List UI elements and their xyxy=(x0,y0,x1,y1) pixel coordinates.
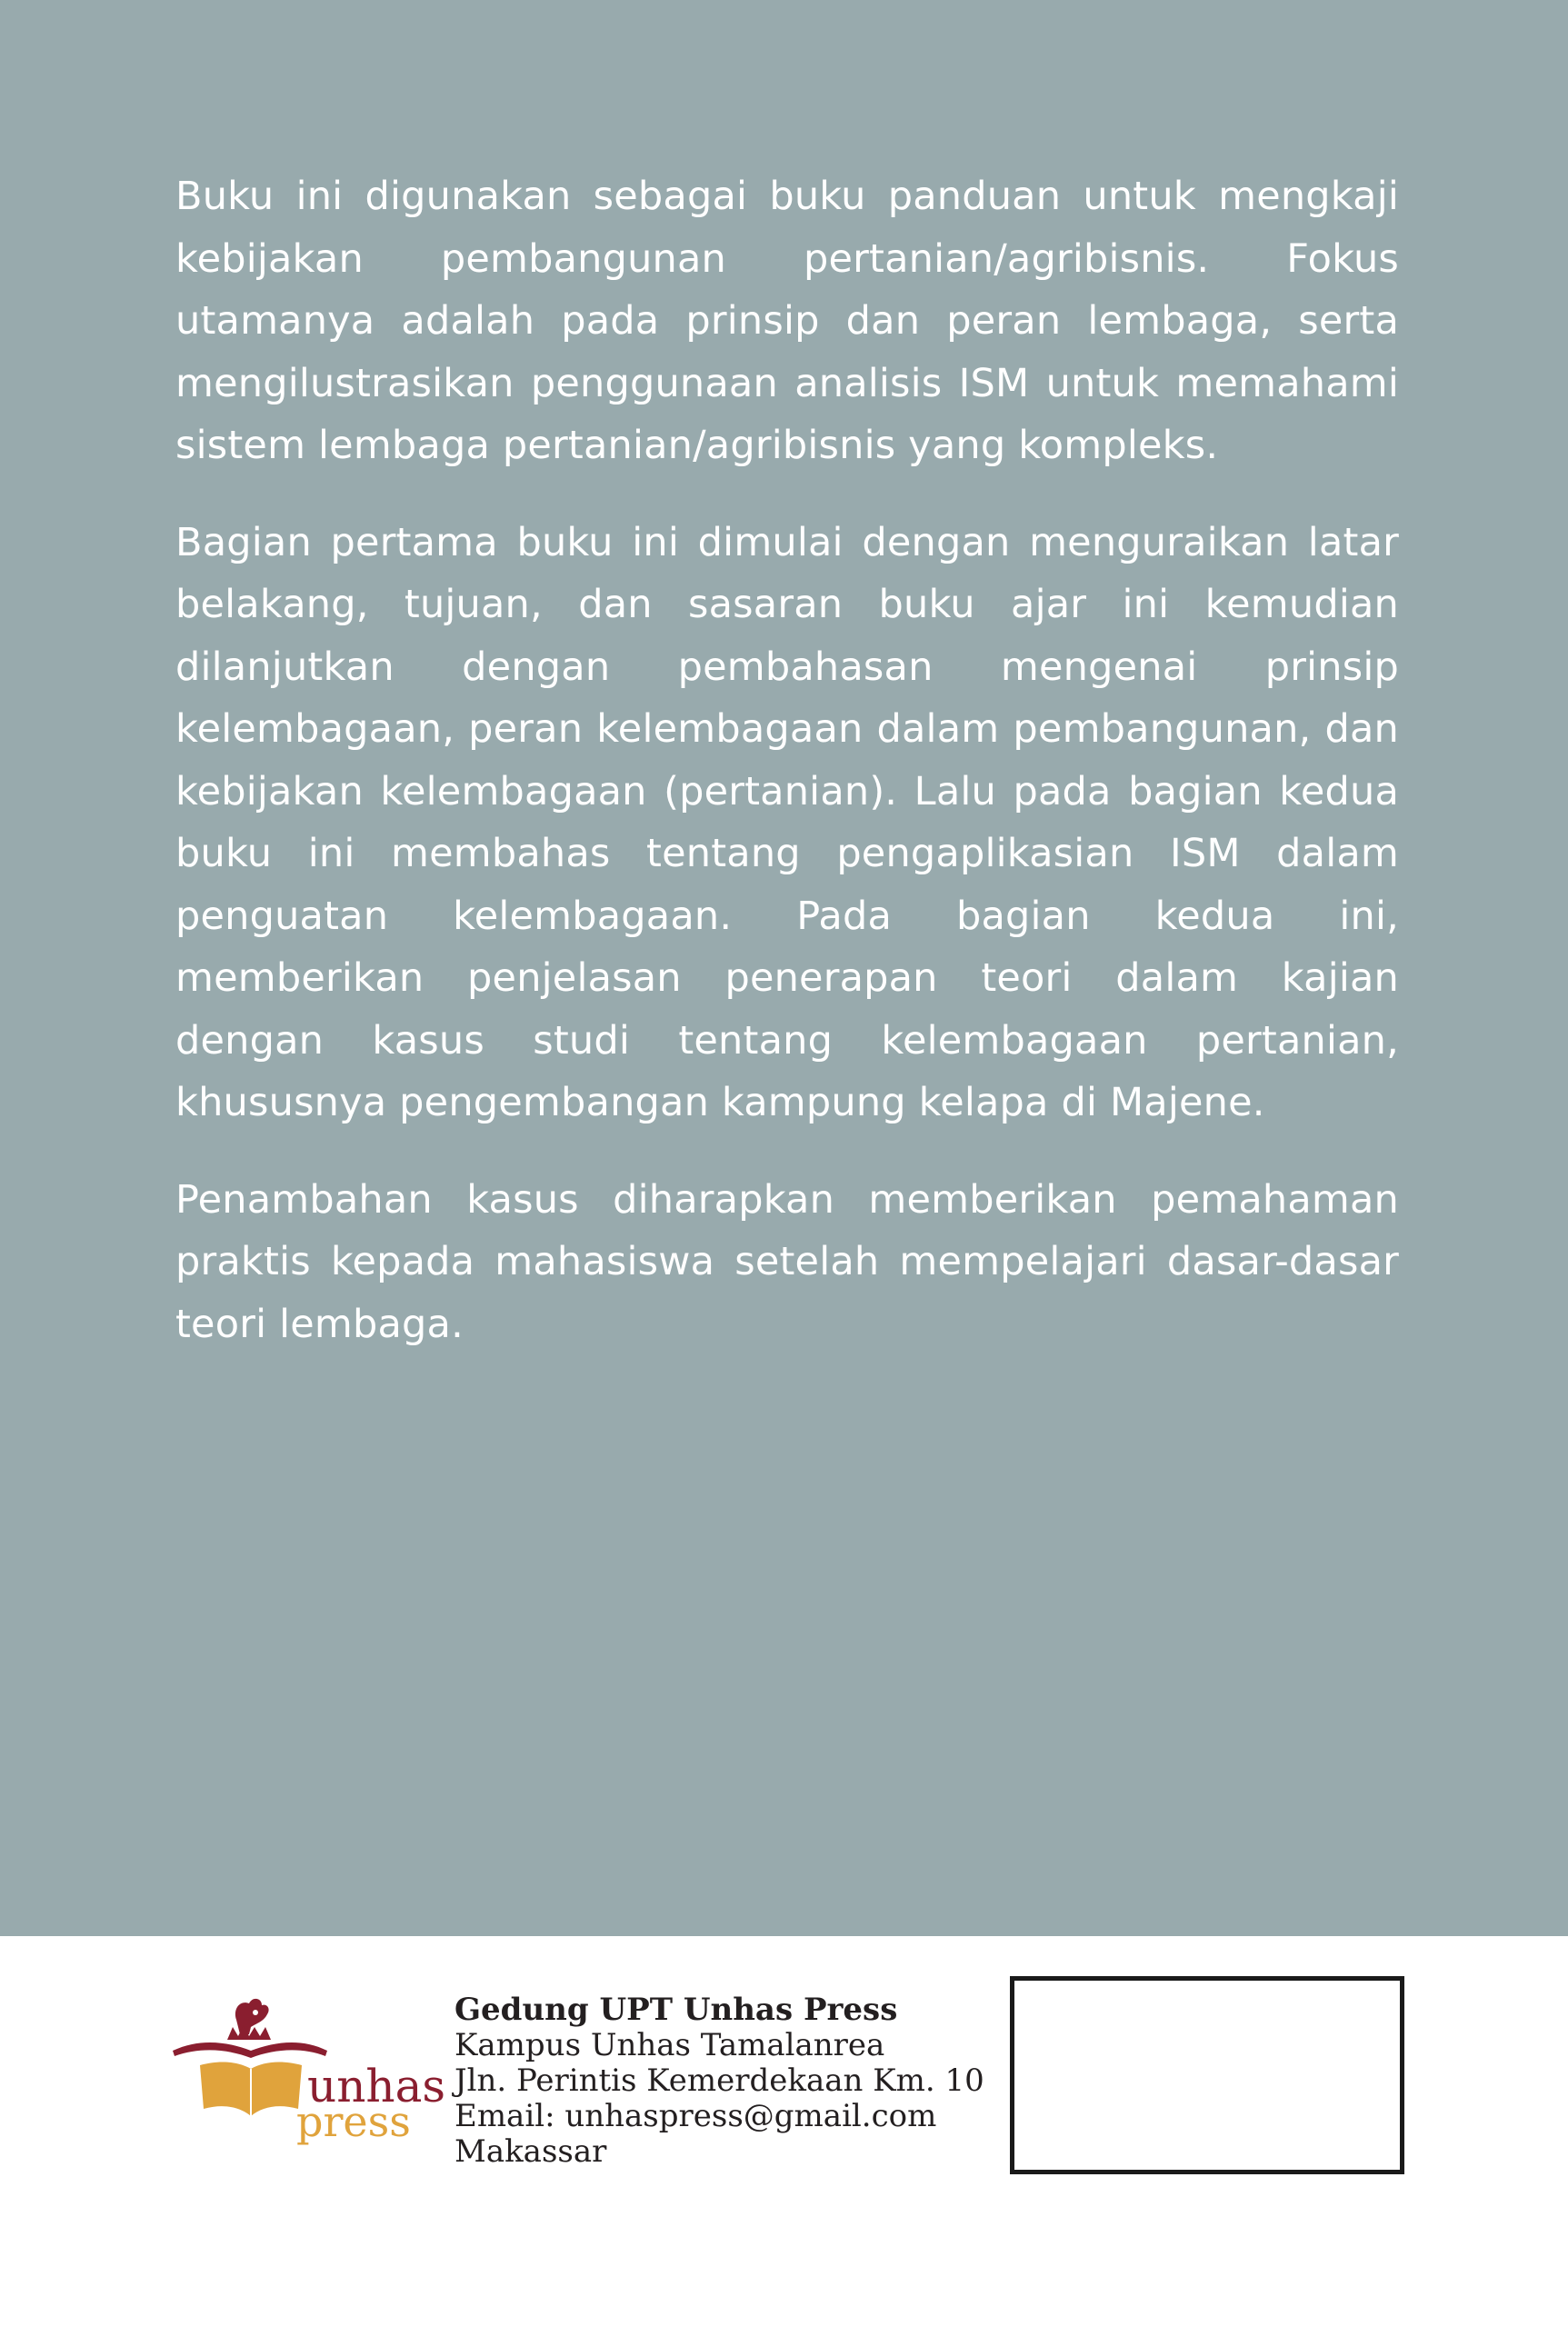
blurb-paragraph-1: Buku ini digunakan sebagai buku panduan untuk mengkaji kebijakan pembangunan pertanian/agribisnis. Fokus utamanya adalah pada prinsip dan peran lembaga, serta mengilustrasikan penggunaan analisis ISM untuk memahami sistem lembaga pertanian/agribisnis yang kompleks. xyxy=(175,174,1399,468)
address-line-city: Makassar xyxy=(454,2133,607,2170)
address-line-email: Email: unhaspress@gmail.com xyxy=(454,2098,937,2134)
publisher-address xyxy=(454,1992,984,2170)
blurb-paragraph-2: Bagian pertama buku ini dimulai dengan menguraikan latar belakang, tujuan, dan sasaran buku ajar ini kemudian dilanjutkan dengan pembahasan mengenai prinsip kelembagaan, peran kelembagaan dalam pembangunan, dan kebijakan kelembagaan (pertanian). Lalu pada bagian kedua buku ini membahas tentang pengaplikasian ISM dalam penguatan kelembagaan. Pada bagian kedua ini, memberikan penjelasan penerapan teori dalam kajian dengan kasus studi tentang kelembagaan pertanian, khususnya pengembangan kampung kelapa di Majene. xyxy=(175,519,1399,1125)
unhas-press-logo-icon xyxy=(173,1991,446,2146)
blurb-text xyxy=(175,165,1399,1390)
address-line-campus: Kampus Unhas Tamalanrea xyxy=(454,2027,885,2063)
logo-wordmark-press: press xyxy=(296,2097,411,2146)
blurb-paragraph-3: Penambahan kasus diharapkan memberikan pemahaman praktis kepada mahasiswa setelah mempelajari dasar-dasar teori lembaga. xyxy=(175,1176,1399,1347)
publisher-name: Gedung UPT Unhas Press xyxy=(454,1992,898,2028)
address-line-street: Jln. Perintis Kemerdekaan Km. 10 xyxy=(454,2062,984,2099)
barcode-placeholder-box xyxy=(1010,1976,1404,2174)
logo-wordmark-unhas: unhas xyxy=(307,2060,446,2112)
